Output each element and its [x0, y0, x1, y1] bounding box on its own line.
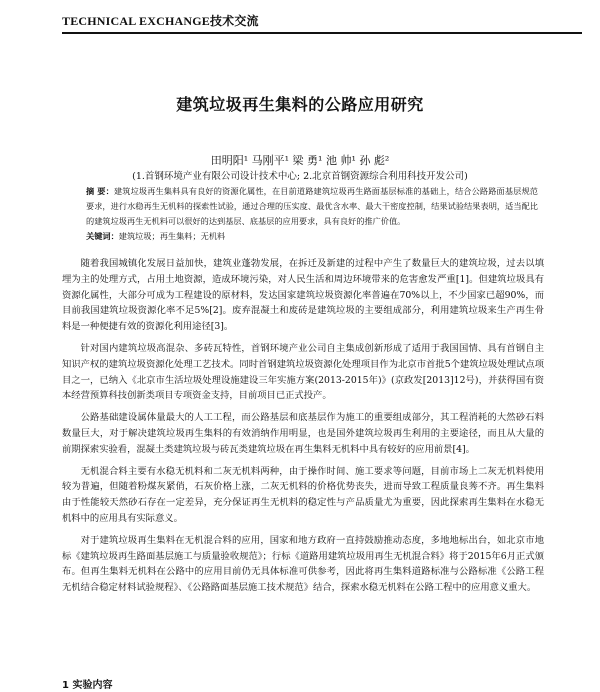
body-paragraph: 随着我国城镇化发展日益加快，建筑业蓬勃发展，在拆迁及新建的过程中产生了数量巨大的建筑垃圾，过去以填埋为主的处理方式，占用土地资源，造成环境污染，对人民生活和周边环境带来的危害愈发严重[1]。但建筑垃圾具有资源化属性，大部分可成为工程建设的原材料，发达国家建筑垃圾资源化率普遍在70%以上，不少国家已超90%，而目前我国建筑垃圾资源化率不足5%[2]。废弃混凝土和废砖是建筑垃圾的主要组成部分，利用建筑垃圾来生产再生骨料是一种便捷有效的资源化利用途径[3]。 [62, 258, 544, 333]
body-paragraph: 公路基础建设属体量最大的人工工程，而公路基层和底基层作为施工的重要组成部分，其工程消耗的大然砂石料数量巨大，对于解决建筑垃圾再生集料的有效消纳作用明显，也是国外建筑垃圾再生利用的主要途径，而且从大量的前期探索实验看，混凝土类建筑垃圾与砖瓦类建筑垃圾在再生集料无机料中具有较好的应用前景[4]。 [62, 412, 544, 455]
abstract-block [86, 184, 538, 229]
section-heading: 1 实验内容 [62, 680, 113, 691]
article-title: 建筑垃圾再生集料的公路应用研究 [176, 95, 424, 114]
journal-header [62, 10, 582, 34]
author-list: 田明阳¹ 马刚平¹ 梁 勇¹ 池 帅¹ 孙 彪² [210, 154, 390, 167]
abstract-text: 建筑垃圾再生集料具有良好的资源化属性，在目前道路建筑垃圾再生路面基层标准的基础上，结合公路路面基层规范要求，进行水稳再生无机料的探索性试验，通过合理的压实度、最优含水率、最大干密度控制，结果试验结果表明，适当配比的建筑垃圾再生无机料可以很好的达到基层、底基层的应用要求，具有良好的推广价值。 [86, 186, 538, 226]
author-affiliation: (1.首钢环境产业有限公司设计技术中心; 2.北京首钢资源综合利用科技开发公司) [132, 171, 468, 182]
keywords-label: 关键词： [86, 231, 119, 241]
journal-name: TECHNICAL EXCHANGE技术交流 [62, 14, 259, 28]
article-body [62, 256, 544, 602]
body-paragraph: 针对国内建筑垃圾高混杂、多砖瓦特性，首钢环境产业公司自主集成创新形成了适用于我国国情、具有首钢自主知识产权的建筑垃圾资源化处理工艺技术。同时首钢建筑垃圾资源化处理项目作为北京市首批5个建筑垃圾处理试点项目之一，已纳入《北京市生活垃圾处理设施建设三年实施方案(2013-2015年)》(京政发[2013]12号)，并获得国有资本经营预算科技创新类项目专项资金支持，目前项目已正式投产。 [62, 342, 544, 402]
body-paragraph: 无机混合料主要有水稳无机料和二灰无机料两种，由于操作时间、施工要求等问题，目前市场上二灰无机料使用较为普遍，但随着粉煤灰紧俏，石灰价格上涨，二灰无机料的价格优势丧失，进而导致工程质量良莠不齐。再生集料由于性能较天然砂石存在一定差异，充分保证再生无机料的稳定性与产品质量尤为重要，因此探索再生集料在水稳无机料中的应用具有实际意义。 [62, 465, 544, 524]
keywords-block [86, 229, 538, 243]
body-paragraph: 对于建筑垃圾再生集料在无机混合料的应用，国家和地方政府一直持鼓励推动态度，多地地标出台，如北京市地标《建筑垃圾再生路面基层施工与质量验收规范》；行标《道路用建筑垃圾用再生无机混合料》将于2015年6月正式颁布。但再生集料无机料在公路中的应用目前仍无具体标准可供参考，因此将再生集料道路标准与公路标准《公路工程无机结合稳定材料试验规程》、《公路路面基层施工技术规范》结合，探索水稳无机料在公路工程中的应用意义重大。 [62, 534, 544, 594]
keywords-text: 建筑垃圾；再生集料；无机料 [118, 231, 226, 241]
abstract-label: 摘 要： [86, 186, 114, 196]
